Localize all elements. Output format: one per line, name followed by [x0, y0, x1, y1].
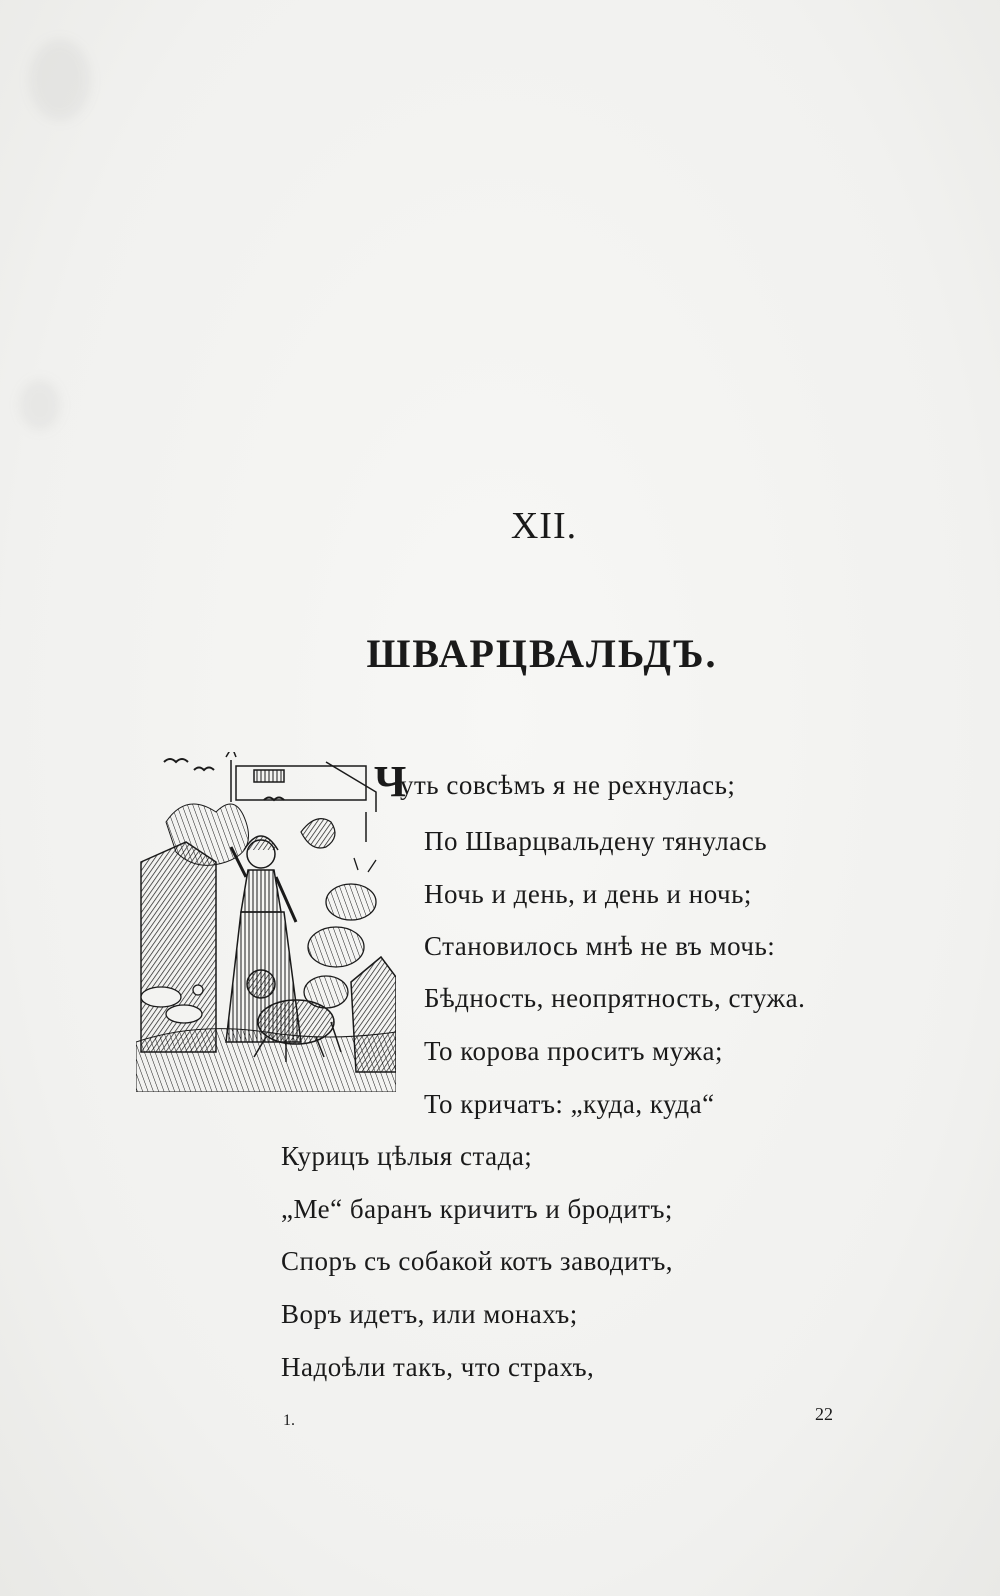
- poem-line: Споръ съ собакой котъ заводитъ,: [281, 1246, 674, 1276]
- chapter-number: XII.: [510, 505, 578, 547]
- poem-line: По Шварцвальдену тянулась: [424, 826, 768, 856]
- drop-cap: Ч: [374, 757, 407, 806]
- poem-line: Воръ идетъ, или монахъ;: [281, 1299, 578, 1329]
- chapter-title: ШВАРЦВАЛЬДЪ.: [366, 631, 718, 676]
- poem-line: Становилось мнѣ не въ мочь:: [424, 931, 776, 961]
- kennel: [351, 957, 396, 1072]
- page-number: 22: [815, 1404, 833, 1424]
- signature-mark: 1.: [283, 1412, 295, 1429]
- poem-line: Бѣдность, неопрятность, стужа.: [424, 983, 806, 1013]
- paper-smudge: [30, 40, 90, 120]
- poem-line: Надоѣли такъ, что страхъ,: [281, 1352, 595, 1382]
- poem-line: Ночь и день, и день и ночь;: [424, 879, 752, 909]
- poem-line: „Ме“ баранъ кричитъ и бродитъ;: [281, 1194, 673, 1224]
- house-icon: [226, 752, 376, 842]
- poem-line: Курицъ цѣлыя стада;: [281, 1141, 533, 1171]
- bird-icon: [301, 819, 335, 848]
- bird-icon: [164, 752, 324, 800]
- paper-smudge: [20, 380, 60, 430]
- engraving-illustration: [136, 752, 396, 1092]
- poem-line: То кричатъ: „куда, куда“: [424, 1089, 715, 1119]
- poem-line: То корова проситъ мужа;: [424, 1036, 724, 1066]
- poem-line: уть совсѣмъ я не рехнулась;: [400, 770, 736, 800]
